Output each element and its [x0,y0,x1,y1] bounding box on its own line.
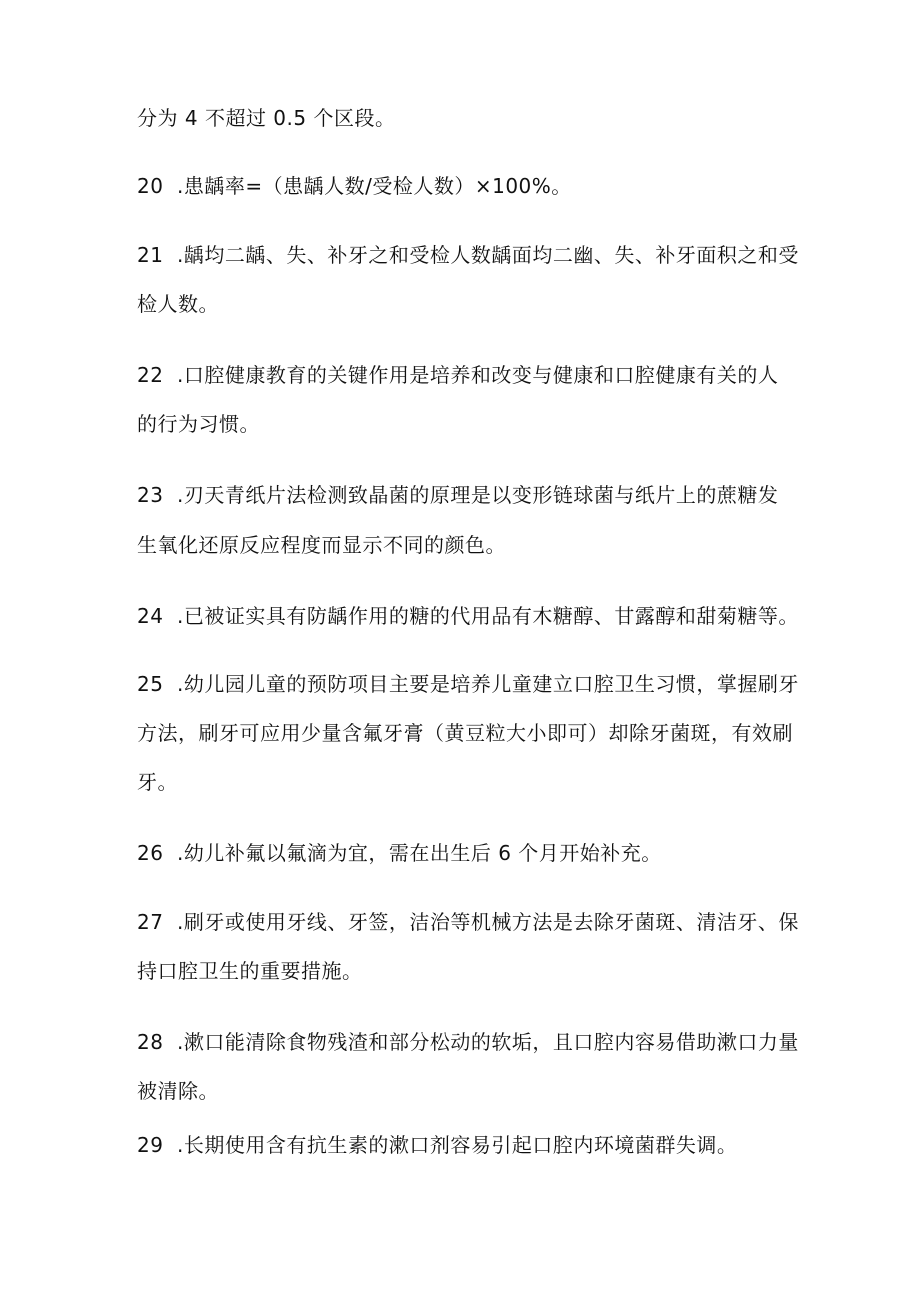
item-text: .口腔健康教育的关键作用是培养和改变与健康和口腔健康有关的人 [177,363,779,387]
item-21-continuation [137,290,219,318]
item-25-continuation [137,768,178,796]
item-28 [137,1028,799,1056]
item-number: 21 [137,243,164,267]
item-22 [137,361,778,389]
item-23-continuation [137,531,506,559]
item-24 [137,602,799,630]
item-text: .长期使用含有抗生素的漱口剂容易引起口腔内环境菌群失调。 [177,1133,738,1157]
item-28-continuation [137,1077,219,1105]
item-number: 25 [137,672,164,696]
item-number: 26 [137,841,164,865]
item-27 [137,908,799,936]
item-number: 20 [137,174,164,198]
item-text: .幼儿园儿童的预防项目主要是培养儿童建立口腔卫生习惯，掌握刷牙 [177,672,799,696]
item-number: 23 [137,483,164,507]
item-29 [137,1131,737,1159]
item-number: 28 [137,1030,164,1054]
item-26 [137,839,662,867]
item-27-continuation [137,957,363,985]
item-text: 被清除。 [137,1079,219,1103]
item-22-continuation [137,410,260,438]
paragraph-line [137,104,395,132]
paragraph-text: 分为 4 不超过 0.5 个区段。 [137,106,396,130]
item-text: .刃天青纸片法检测致晶菌的原理是以变形链球菌与纸片上的蔗糖发 [177,483,779,507]
item-number: 27 [137,910,164,934]
item-text: .龋均二龋、失、补牙之和受检人数龋面均二幽、失、补牙面积之和受 [177,243,799,267]
item-text: .患龋率=（患龋人数/受检人数）×100%。 [177,174,572,198]
item-text: 牙。 [137,770,178,794]
item-text: .漱口能清除食物残渣和部分松动的软垢，且口腔内容易借助漱口力量 [177,1030,799,1054]
item-number: 24 [137,604,164,628]
item-text: 的行为习惯。 [137,412,260,436]
item-21 [137,241,799,269]
item-23 [137,481,778,509]
item-20 [137,172,572,200]
item-text: .刷牙或使用牙线、牙签，洁治等机械方法是去除牙菌斑、清洁牙、保 [177,910,799,934]
item-text: .幼儿补氟以氟滴为宜，需在出生后 6 个月开始补充。 [177,841,662,865]
item-text: 方法，刷牙可应用少量含氟牙膏（黄豆粒大小即可）却除牙菌斑，有效刷 [137,721,793,745]
item-text: 生氧化还原反应程度而显示不同的颜色。 [137,533,506,557]
item-number: 22 [137,363,164,387]
item-text: 检人数。 [137,292,219,316]
item-25 [137,670,799,698]
item-text: .已被证实具有防龋作用的糖的代用品有木糖醇、甘露醇和甜菊糖等。 [177,604,799,628]
item-25-continuation [137,719,793,747]
item-number: 29 [137,1133,164,1157]
item-text: 持口腔卫生的重要措施。 [137,959,363,983]
